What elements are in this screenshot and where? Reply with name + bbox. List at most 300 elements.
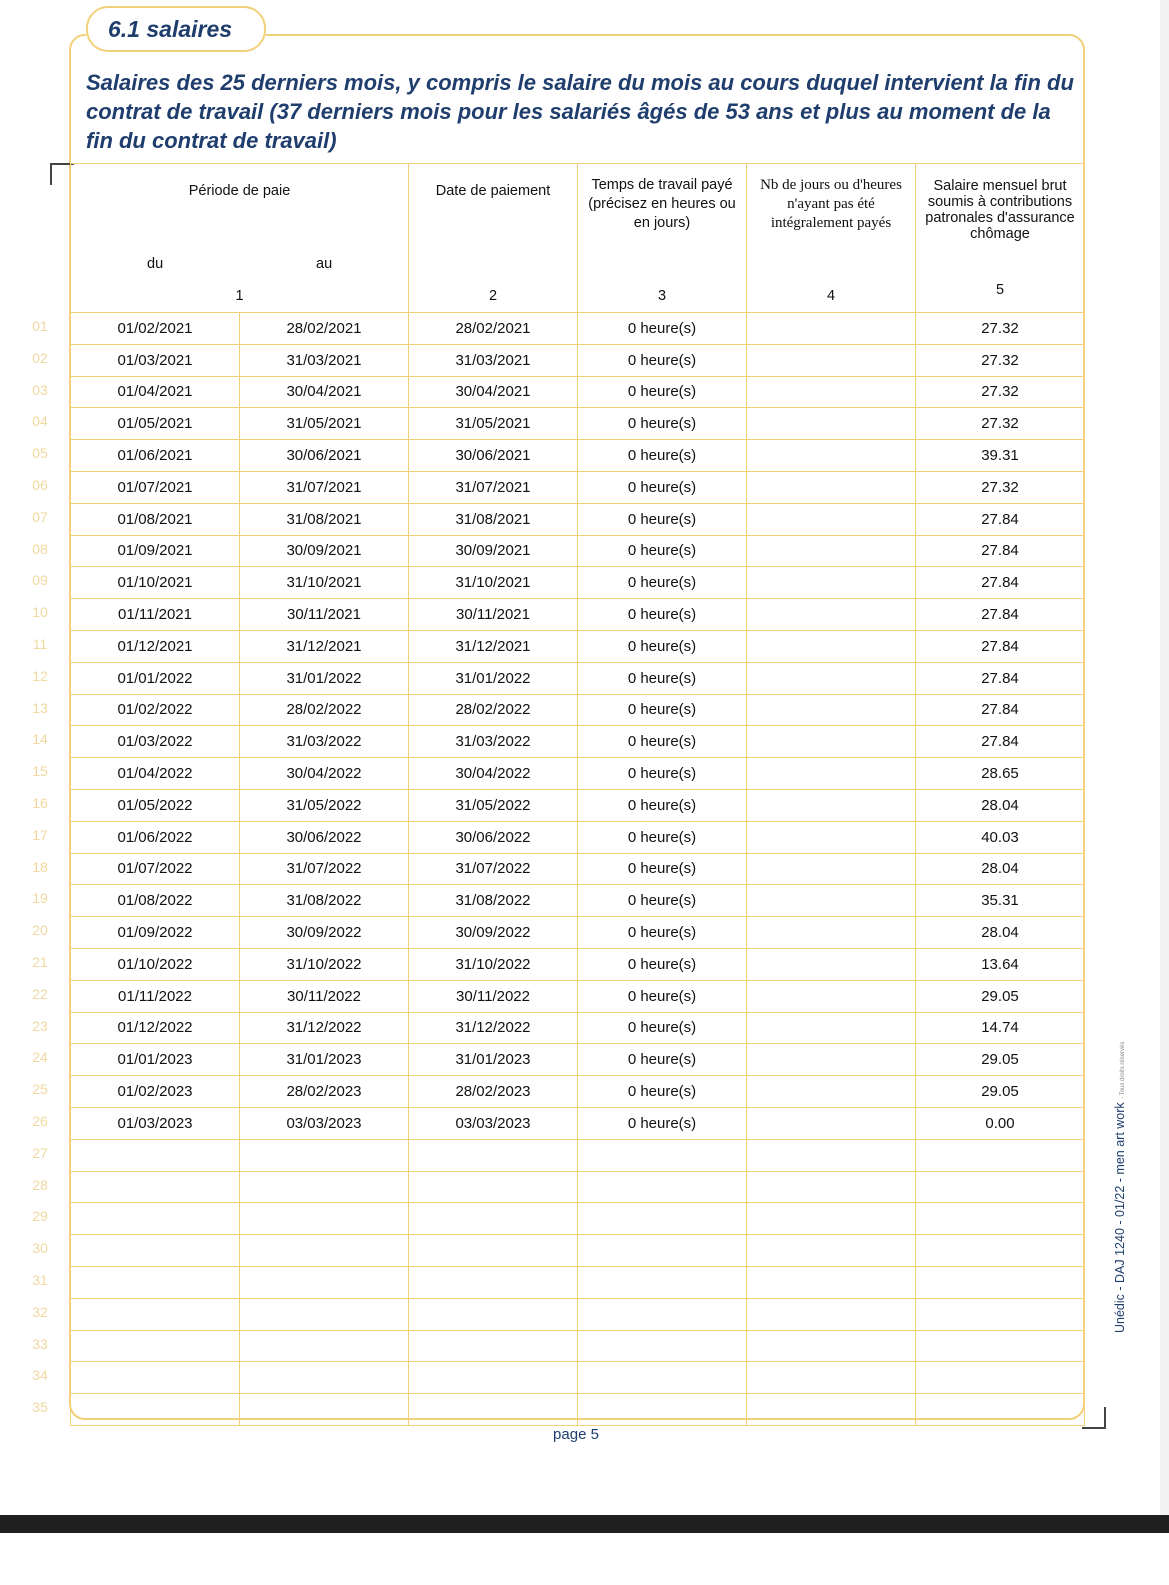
header-nb-label: Nb de jours ou d'heures n'ayant pas été intégralement payés (760, 177, 902, 231)
cell-temps: 0 heure(s) (578, 535, 747, 567)
row-number: 18 (32, 858, 48, 875)
header-num-4: 4 (826, 288, 836, 304)
cell-du: 01/01/2023 (71, 1044, 240, 1076)
cell-nb (747, 313, 916, 345)
cell-nb (747, 1171, 916, 1203)
cell-salaire: 27.84 (916, 535, 1085, 567)
cell-du (71, 1362, 240, 1394)
cell-temps (578, 1330, 747, 1362)
cell-du: 01/08/2021 (71, 503, 240, 535)
cell-salaire: 27.84 (916, 503, 1085, 535)
cell-date: 30/06/2021 (409, 440, 578, 472)
row-number: 16 (32, 795, 48, 811)
cell-date: 31/03/2021 (409, 344, 578, 376)
cell-nb (747, 1076, 916, 1108)
cell-au: 03/03/2023 (240, 1107, 409, 1139)
table-row (71, 535, 1085, 567)
table-row (71, 503, 1085, 535)
cell-temps (578, 1235, 747, 1267)
cell-salaire: 13.64 (916, 948, 1085, 980)
row-number: 31 (32, 1272, 48, 1288)
row-number: 34 (32, 1367, 48, 1384)
cell-nb (747, 535, 916, 567)
row-number: 24 (32, 1049, 48, 1066)
cell-date: 31/12/2022 (409, 1012, 578, 1044)
cell-au: 31/01/2022 (240, 662, 409, 694)
cell-au (240, 1298, 409, 1330)
cell-du: 01/10/2022 (71, 948, 240, 980)
cell-du: 01/02/2023 (71, 1076, 240, 1108)
page-number: page 5 (553, 1426, 599, 1443)
section-heading: Salaires des 25 derniers mois, y compris le salaire du mois au cours duquel intervient la fin du contrat de travail (37 derniers mois pour les salariés âgés de 53 ans et plus au moment de la fin du contrat de travail) (86, 70, 1074, 153)
cell-nb (747, 1203, 916, 1235)
cell-du: 01/03/2021 (71, 344, 240, 376)
cell-salaire: 27.32 (916, 313, 1085, 345)
cell-date: 31/01/2023 (409, 1044, 578, 1076)
cell-nb (747, 1298, 916, 1330)
header-date-label: Date de paiement (435, 183, 551, 199)
cell-salaire: 27.84 (916, 630, 1085, 662)
cell-du (71, 1171, 240, 1203)
cell-au: 30/06/2021 (240, 440, 409, 472)
cell-temps: 0 heure(s) (578, 853, 747, 885)
row-number: 12 (32, 667, 48, 684)
cell-salaire: 28.04 (916, 917, 1085, 949)
cell-date: 31/08/2022 (409, 885, 578, 917)
cell-salaire: 28.04 (916, 853, 1085, 885)
side-credit-small: - Tous droits réservés (1120, 1041, 1126, 1099)
table-row (71, 630, 1085, 662)
row-number: 29 (32, 1208, 48, 1225)
cell-nb (747, 662, 916, 694)
cell-du: 01/12/2022 (71, 1012, 240, 1044)
cell-temps: 0 heure(s) (578, 821, 747, 853)
cell-temps: 0 heure(s) (578, 408, 747, 440)
cell-au: 31/05/2022 (240, 789, 409, 821)
cell-temps: 0 heure(s) (578, 694, 747, 726)
cell-date: 31/12/2021 (409, 630, 578, 662)
row-number: 02 (32, 349, 48, 366)
cell-au: 28/02/2023 (240, 1076, 409, 1108)
header-du: du (147, 256, 164, 272)
cell-du: 01/06/2021 (71, 440, 240, 472)
table-row (71, 1012, 1085, 1044)
cell-temps: 0 heure(s) (578, 313, 747, 345)
cell-date: 28/02/2023 (409, 1076, 578, 1108)
row-number: 05 (32, 445, 48, 462)
cell-temps (578, 1203, 747, 1235)
cell-au (240, 1139, 409, 1171)
cell-au: 31/10/2021 (240, 567, 409, 599)
cell-date: 30/04/2022 (409, 758, 578, 790)
table-row (71, 917, 1085, 949)
cell-nb (747, 1139, 916, 1171)
header-nb (747, 164, 916, 313)
cell-au (240, 1203, 409, 1235)
cell-au: 30/04/2022 (240, 758, 409, 790)
cell-salaire: 14.74 (916, 1012, 1085, 1044)
table-row (71, 313, 1085, 345)
cell-salaire: 27.32 (916, 344, 1085, 376)
cell-salaire: 27.84 (916, 726, 1085, 758)
cell-salaire: 27.84 (916, 694, 1085, 726)
cell-au: 31/07/2022 (240, 853, 409, 885)
cell-date: 03/03/2023 (409, 1107, 578, 1139)
side-credit (1113, 1042, 1127, 1333)
table-row (71, 1203, 1085, 1235)
header-num-3: 3 (657, 288, 667, 304)
cell-temps: 0 heure(s) (578, 917, 747, 949)
cell-au: 30/11/2021 (240, 599, 409, 631)
cell-du: 01/07/2022 (71, 853, 240, 885)
cell-temps: 0 heure(s) (578, 630, 747, 662)
row-number: 01 (32, 318, 48, 334)
header-salaire-label: Salaire mensuel brut soumis à contributions patronales d'assurance chômage (925, 178, 1075, 242)
cell-temps: 0 heure(s) (578, 440, 747, 472)
row-number: 35 (32, 1399, 48, 1416)
table-row (71, 821, 1085, 853)
page-gutter (1160, 0, 1169, 1515)
cell-au (240, 1171, 409, 1203)
cell-date (409, 1171, 578, 1203)
row-number: 10 (32, 604, 48, 621)
cell-au (240, 1362, 409, 1394)
cell-du: 01/02/2022 (71, 694, 240, 726)
cell-temps: 0 heure(s) (578, 567, 747, 599)
cell-du (71, 1298, 240, 1330)
row-number: 19 (32, 890, 48, 907)
cell-salaire: 40.03 (916, 821, 1085, 853)
table-row (71, 948, 1085, 980)
cell-nb (747, 1266, 916, 1298)
cell-salaire: 27.32 (916, 376, 1085, 408)
cell-nb (747, 567, 916, 599)
section-tab-label: 6.1 salaires (108, 16, 233, 42)
table-row (71, 599, 1085, 631)
table-row (71, 408, 1085, 440)
row-number: 26 (32, 1113, 48, 1129)
cell-au (240, 1235, 409, 1267)
cell-salaire (916, 1362, 1085, 1394)
cell-temps (578, 1171, 747, 1203)
header-au: au (316, 256, 333, 272)
cell-date: 31/05/2021 (409, 408, 578, 440)
cell-date: 28/02/2021 (409, 313, 578, 345)
cell-nb (747, 758, 916, 790)
row-number: 33 (32, 1335, 48, 1352)
cell-salaire: 27.84 (916, 567, 1085, 599)
cell-au: 30/09/2022 (240, 917, 409, 949)
cell-salaire: 35.31 (916, 885, 1085, 917)
row-number: 15 (32, 763, 48, 780)
row-number: 21 (32, 954, 48, 970)
cell-nb (747, 1107, 916, 1139)
cell-nb (747, 599, 916, 631)
cell-temps: 0 heure(s) (578, 599, 747, 631)
table-row (71, 1266, 1085, 1298)
cell-du: 01/07/2021 (71, 471, 240, 503)
cell-nb (747, 726, 916, 758)
cell-salaire: 28.65 (916, 758, 1085, 790)
header-num-2: 2 (488, 288, 498, 304)
cell-du: 01/01/2022 (71, 662, 240, 694)
cell-nb (747, 1362, 916, 1394)
cell-du: 01/08/2022 (71, 885, 240, 917)
header-periode (71, 164, 409, 313)
cell-du (71, 1330, 240, 1362)
cell-au: 31/12/2021 (240, 630, 409, 662)
row-number: 17 (32, 826, 48, 843)
cell-au (240, 1394, 409, 1426)
cell-au (240, 1266, 409, 1298)
cell-date: 30/06/2022 (409, 821, 578, 853)
cell-salaire (916, 1235, 1085, 1267)
cell-temps: 0 heure(s) (578, 1076, 747, 1108)
cell-temps (578, 1139, 747, 1171)
table-row (71, 567, 1085, 599)
cell-nb (747, 1330, 916, 1362)
table-row (71, 1171, 1085, 1203)
table-row (71, 694, 1085, 726)
table-row (71, 1044, 1085, 1076)
cell-date: 28/02/2022 (409, 694, 578, 726)
row-number: 20 (32, 922, 48, 939)
cell-nb (747, 917, 916, 949)
cell-date: 31/10/2021 (409, 567, 578, 599)
cell-salaire: 39.31 (916, 440, 1085, 472)
cell-du: 01/03/2022 (71, 726, 240, 758)
cell-date: 31/07/2021 (409, 471, 578, 503)
cell-salaire: 0.00 (916, 1107, 1085, 1139)
cell-du: 01/04/2021 (71, 376, 240, 408)
cell-au: 28/02/2022 (240, 694, 409, 726)
cell-salaire (916, 1298, 1085, 1330)
row-number: 11 (32, 636, 48, 652)
cell-temps: 0 heure(s) (578, 376, 747, 408)
table-row (71, 471, 1085, 503)
row-number: 03 (32, 381, 48, 398)
table-row (71, 440, 1085, 472)
cell-date: 31/07/2022 (409, 853, 578, 885)
table-row (71, 662, 1085, 694)
cell-du (71, 1266, 240, 1298)
header-num-1: 1 (235, 288, 244, 304)
cell-temps: 0 heure(s) (578, 948, 747, 980)
cell-temps: 0 heure(s) (578, 503, 747, 535)
cell-temps: 0 heure(s) (578, 1044, 747, 1076)
cell-du (71, 1203, 240, 1235)
table-row (71, 726, 1085, 758)
row-number: 07 (32, 508, 48, 525)
header-salaire (916, 164, 1085, 313)
cell-salaire: 27.32 (916, 471, 1085, 503)
cell-nb (747, 1044, 916, 1076)
cell-nb (747, 440, 916, 472)
cell-date: 30/04/2021 (409, 376, 578, 408)
cell-date (409, 1203, 578, 1235)
cell-au: 28/02/2021 (240, 313, 409, 345)
cell-nb (747, 948, 916, 980)
cell-temps: 0 heure(s) (578, 980, 747, 1012)
cell-nb (747, 630, 916, 662)
cell-nb (747, 789, 916, 821)
side-credit-main: Unédic - DAJ 1240 - 01/22 - men art work (1113, 1102, 1127, 1333)
cell-temps (578, 1362, 747, 1394)
cell-date: 30/09/2021 (409, 535, 578, 567)
cell-temps (578, 1394, 747, 1426)
row-number: 06 (32, 477, 48, 493)
cell-salaire (916, 1330, 1085, 1362)
cell-au: 30/09/2021 (240, 535, 409, 567)
header-temps (578, 164, 747, 313)
cell-au: 31/05/2021 (240, 408, 409, 440)
cell-au: 31/03/2022 (240, 726, 409, 758)
cell-au: 31/01/2023 (240, 1044, 409, 1076)
cell-salaire: 29.05 (916, 1044, 1085, 1076)
cell-temps: 0 heure(s) (578, 789, 747, 821)
row-number: 13 (32, 699, 48, 716)
cell-du: 01/02/2021 (71, 313, 240, 345)
section-tab (86, 6, 266, 52)
cell-au: 31/10/2022 (240, 948, 409, 980)
table-row (71, 344, 1085, 376)
cell-temps: 0 heure(s) (578, 471, 747, 503)
cell-du: 01/09/2022 (71, 917, 240, 949)
cell-nb (747, 694, 916, 726)
cell-temps: 0 heure(s) (578, 344, 747, 376)
table-row (71, 1235, 1085, 1267)
table-row (71, 1107, 1085, 1139)
cell-salaire (916, 1266, 1085, 1298)
table-row (71, 789, 1085, 821)
cell-du: 01/11/2021 (71, 599, 240, 631)
cell-du (71, 1235, 240, 1267)
row-number: 22 (32, 985, 48, 1002)
cell-salaire (916, 1171, 1085, 1203)
table-row (71, 1394, 1085, 1426)
cell-date (409, 1266, 578, 1298)
row-number: 08 (32, 540, 48, 557)
cell-temps: 0 heure(s) (578, 662, 747, 694)
table-row (71, 1076, 1085, 1108)
bottom-bar (0, 1515, 1169, 1533)
cell-nb (747, 344, 916, 376)
row-number: 25 (32, 1081, 48, 1098)
cell-du: 01/04/2022 (71, 758, 240, 790)
cell-nb (747, 1235, 916, 1267)
row-number: 14 (32, 731, 48, 748)
table-row (71, 853, 1085, 885)
cell-date: 30/11/2022 (409, 980, 578, 1012)
row-number: 28 (32, 1176, 48, 1193)
cell-temps (578, 1298, 747, 1330)
table-row (71, 980, 1085, 1012)
cell-au (240, 1330, 409, 1362)
cell-du: 01/05/2022 (71, 789, 240, 821)
table-row (71, 758, 1085, 790)
cell-salaire: 29.05 (916, 1076, 1085, 1108)
cell-temps: 0 heure(s) (578, 1107, 747, 1139)
header-periode-label: Période de paie (188, 183, 291, 199)
cell-date (409, 1298, 578, 1330)
row-number: 30 (32, 1240, 48, 1257)
cell-du: 01/11/2022 (71, 980, 240, 1012)
cell-date (409, 1362, 578, 1394)
cell-du: 01/10/2021 (71, 567, 240, 599)
salary-table (70, 163, 1085, 1426)
cell-temps: 0 heure(s) (578, 885, 747, 917)
table-row (71, 885, 1085, 917)
cell-du: 01/12/2021 (71, 630, 240, 662)
cell-au: 31/12/2022 (240, 1012, 409, 1044)
cell-salaire: 27.84 (916, 599, 1085, 631)
cell-au: 31/03/2021 (240, 344, 409, 376)
header-num-5: 5 (995, 282, 1005, 298)
cell-date: 30/09/2022 (409, 917, 578, 949)
cell-date: 30/11/2021 (409, 599, 578, 631)
cell-date (409, 1235, 578, 1267)
cell-au: 30/11/2022 (240, 980, 409, 1012)
row-number: 32 (32, 1303, 48, 1320)
cell-date (409, 1394, 578, 1426)
cell-date: 31/10/2022 (409, 948, 578, 980)
cell-temps: 0 heure(s) (578, 1012, 747, 1044)
cell-date (409, 1330, 578, 1362)
row-number: 23 (32, 1017, 48, 1034)
cell-nb (747, 853, 916, 885)
cell-date: 31/08/2021 (409, 503, 578, 535)
cell-nb (747, 1012, 916, 1044)
cell-nb (747, 1394, 916, 1426)
cell-nb (747, 471, 916, 503)
cell-date: 31/05/2022 (409, 789, 578, 821)
cell-salaire (916, 1139, 1085, 1171)
cell-nb (747, 408, 916, 440)
cell-temps: 0 heure(s) (578, 758, 747, 790)
cell-du: 01/05/2021 (71, 408, 240, 440)
cell-au: 31/07/2021 (240, 471, 409, 503)
cell-salaire (916, 1394, 1085, 1426)
table-row (71, 1330, 1085, 1362)
cell-du: 01/09/2021 (71, 535, 240, 567)
cell-au: 31/08/2021 (240, 503, 409, 535)
cell-temps (578, 1266, 747, 1298)
header-date (409, 164, 578, 313)
table-row (71, 1362, 1085, 1394)
cell-au: 30/04/2021 (240, 376, 409, 408)
cell-salaire: 29.05 (916, 980, 1085, 1012)
cell-temps: 0 heure(s) (578, 726, 747, 758)
cell-salaire: 27.32 (916, 408, 1085, 440)
table-row (71, 1139, 1085, 1171)
cell-salaire: 27.84 (916, 662, 1085, 694)
header-temps-label: Temps de travail payé (précisez en heures ou en jours) (588, 177, 736, 231)
cell-salaire (916, 1203, 1085, 1235)
cell-du: 01/06/2022 (71, 821, 240, 853)
cell-du (71, 1394, 240, 1426)
cell-date (409, 1139, 578, 1171)
row-number: 27 (32, 1144, 48, 1161)
cell-au: 30/06/2022 (240, 821, 409, 853)
cell-du: 01/03/2023 (71, 1107, 240, 1139)
row-number: 04 (32, 413, 48, 430)
table-row (71, 376, 1085, 408)
cell-salaire: 28.04 (916, 789, 1085, 821)
cell-date: 31/03/2022 (409, 726, 578, 758)
table-row (71, 1298, 1085, 1330)
cell-nb (747, 980, 916, 1012)
cell-au: 31/08/2022 (240, 885, 409, 917)
